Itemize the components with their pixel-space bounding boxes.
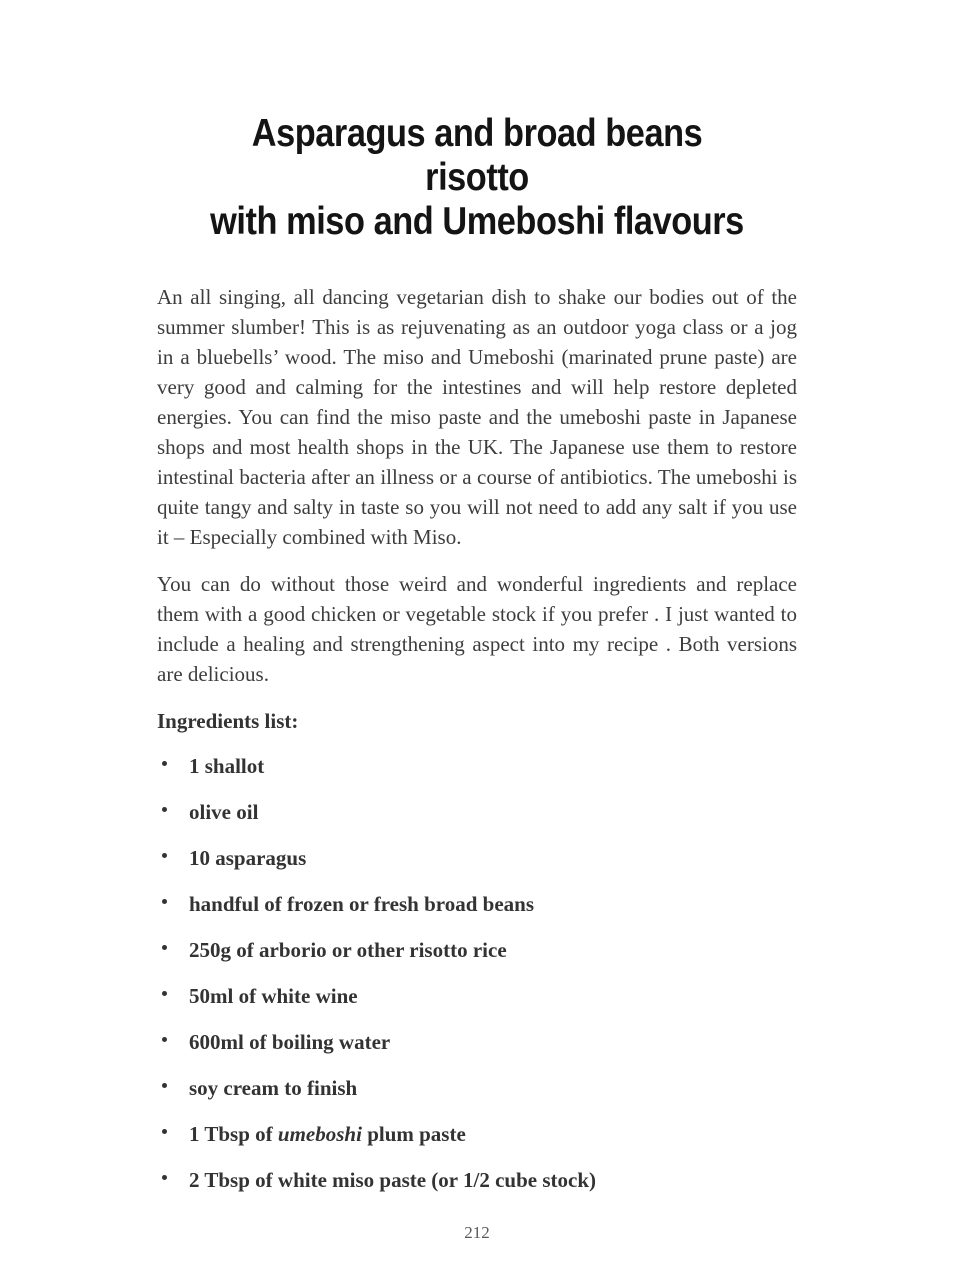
substitution-paragraph: You can do without those weird and wonderful ingredients and replace them with a good chicken or vegetable stock if you prefer . I just wanted to include a healing and strengthening aspect into my recipe . Both versions are delicious.: [157, 572, 797, 686]
intro-paragraph: An all singing, all dancing vegetarian dish to shake our bodies out of the summer slumber! This is as rejuvenating as an outdoor yoga class or a jog in a bluebells’ wood. The miso and Umeboshi (marinated prune paste) are very good and calming for the intestines and will help restore depleted energies. You can find the miso paste and the umeboshi paste in Japanese shops and most health shops in the UK. The Japanese use them to restore intestinal bacteria after an illness or a course of antibiotics. The umeboshi is quite tangy and salty in taste so you will not need to add any salt if you use it – Especially combined with Miso.: [157, 285, 797, 549]
ingredients-heading: Ingredients list:: [157, 709, 299, 733]
ingredient-item-risotto-rice: 250g of arborio or other risotto rice: [157, 935, 797, 965]
page-content: [157, 0, 797, 1195]
umeboshi-item-post: plum paste: [361, 1122, 466, 1146]
ingredient-item-soy-cream: soy cream to finish: [157, 1073, 797, 1103]
ingredient-item-white-wine: 50ml of white wine: [157, 981, 797, 1011]
page-number: 212: [464, 1223, 490, 1242]
umeboshi-item-italic: umeboshi: [277, 1122, 362, 1146]
ingredient-item-broad-beans: handful of frozen or fresh broad beans: [157, 889, 797, 919]
ingredient-item-umeboshi-paste: [157, 1119, 797, 1149]
ingredient-item-shallot: 1 shallot: [157, 751, 797, 781]
ingredient-item-boiling-water: 600ml of boiling water: [157, 1027, 797, 1057]
ingredients-list: [157, 751, 797, 1195]
recipe-title-line-2: with miso and Umeboshi flavours: [210, 200, 744, 243]
recipe-title-line-1: Asparagus and broad beans risotto: [251, 112, 703, 199]
umeboshi-item-pre: 1 Tbsp of: [189, 1122, 278, 1146]
ingredient-item-asparagus: 10 asparagus: [157, 843, 797, 873]
page-footer: [0, 1223, 954, 1243]
recipe-title: [195, 112, 758, 244]
ingredient-item-miso-paste: 2 Tbsp of white miso paste (or 1/2 cube stock): [157, 1165, 797, 1195]
ingredient-item-olive-oil: olive oil: [157, 797, 797, 827]
